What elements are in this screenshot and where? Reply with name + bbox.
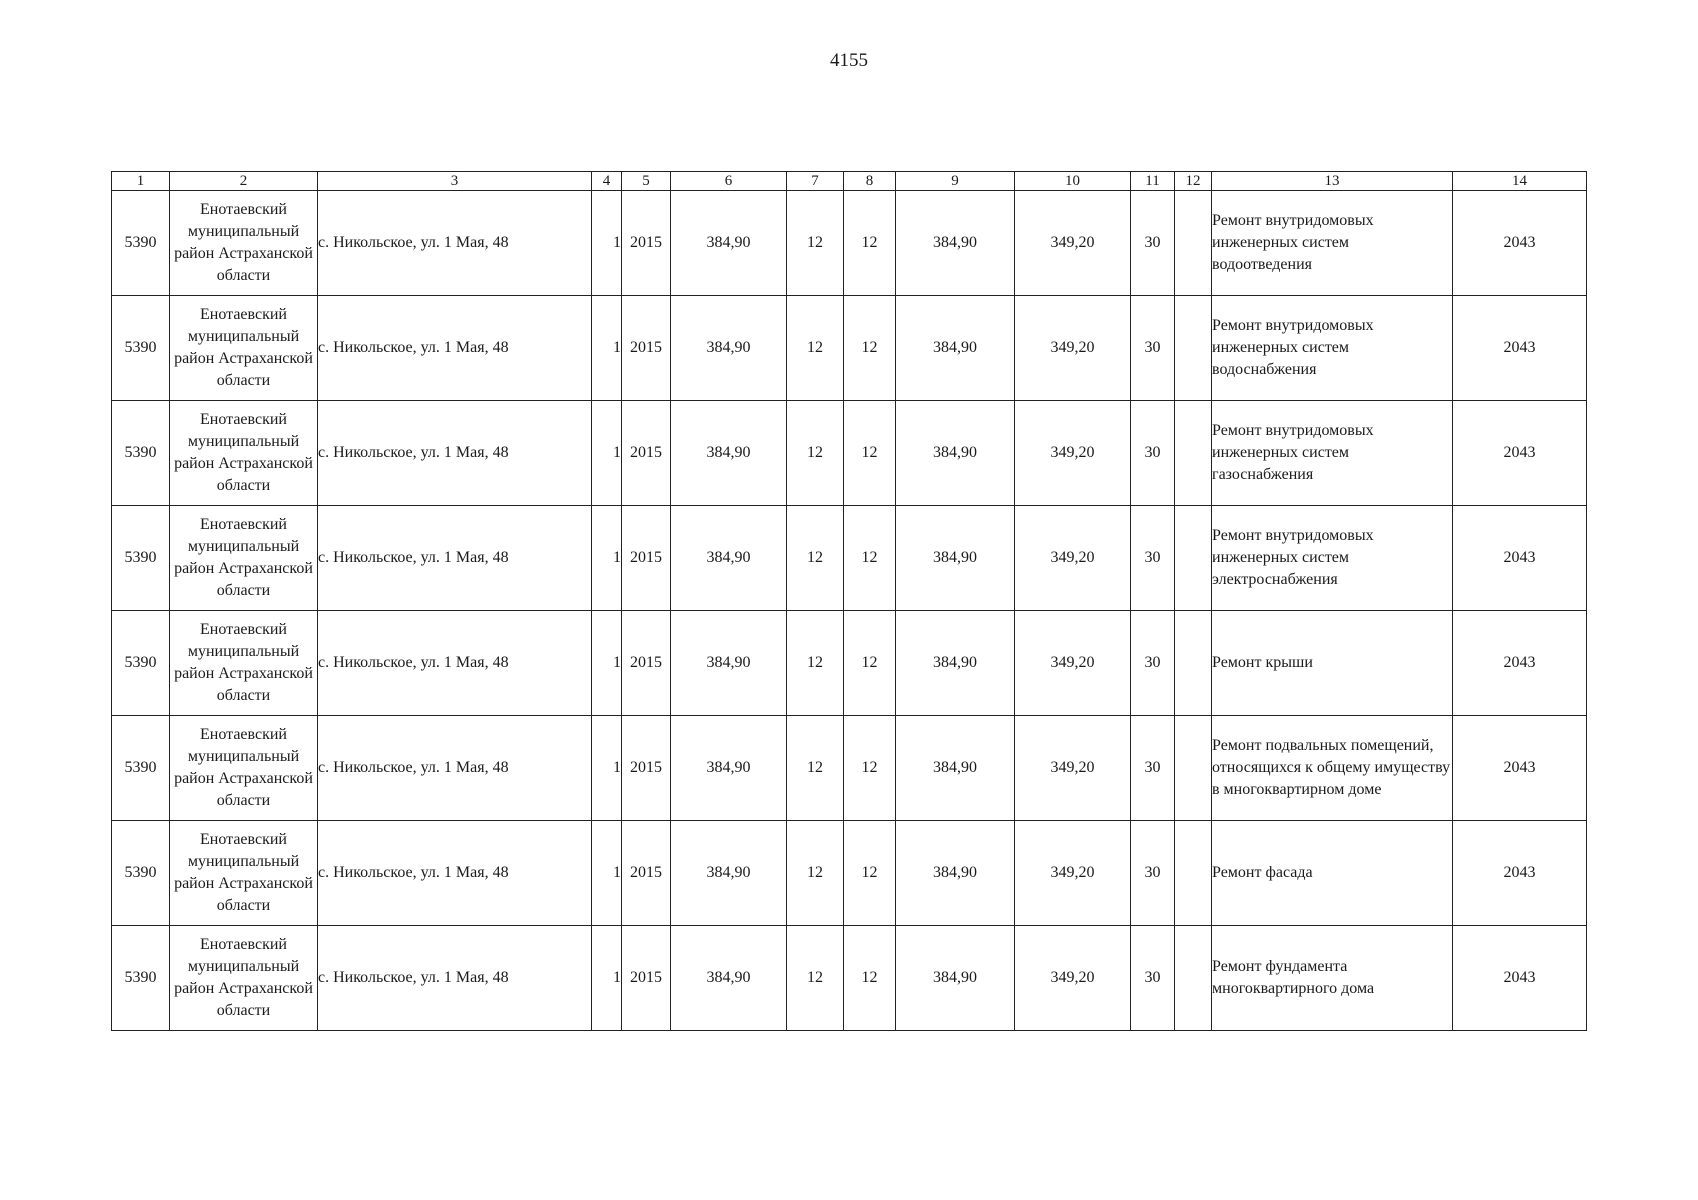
cell-col8: 12 — [844, 821, 896, 926]
cell-district: Енотаевский муниципальный район Астраханской области — [170, 716, 318, 821]
table-header — [112, 172, 1587, 191]
cell-col9: 384,90 — [896, 926, 1015, 1031]
cell-district: Енотаевский муниципальный район Астраханской области — [170, 506, 318, 611]
cell-col9: 384,90 — [896, 821, 1015, 926]
cell-work-type: Ремонт подвальных помещений, относящихся к общему имуществу в многоквартирном доме — [1212, 716, 1453, 821]
cell-col8: 12 — [844, 611, 896, 716]
cell-col9: 384,90 — [896, 296, 1015, 401]
cell-col7: 12 — [787, 926, 844, 1031]
cell-plan-year: 2043 — [1453, 716, 1587, 821]
cell-district: Енотаевский муниципальный район Астраханской области — [170, 926, 318, 1031]
column-header: 9 — [896, 172, 1015, 191]
cell-col8: 12 — [844, 191, 896, 296]
cell-year: 2015 — [622, 611, 671, 716]
table-row — [112, 296, 1587, 401]
cell-col11: 30 — [1131, 716, 1175, 821]
cell-col11: 30 — [1131, 506, 1175, 611]
cell-year: 2015 — [622, 401, 671, 506]
cell-col8: 12 — [844, 401, 896, 506]
cell-year: 2015 — [622, 926, 671, 1031]
cell-col9: 384,90 — [896, 506, 1015, 611]
cell-year: 2015 — [622, 821, 671, 926]
cell-col10: 349,20 — [1015, 716, 1131, 821]
table-body — [112, 191, 1587, 1031]
cell-col8: 12 — [844, 926, 896, 1031]
cell-col12 — [1175, 926, 1212, 1031]
cell-col4: 1 — [592, 821, 622, 926]
cell-district: Енотаевский муниципальный район Астраханской области — [170, 401, 318, 506]
cell-col10: 349,20 — [1015, 191, 1131, 296]
table-row — [112, 401, 1587, 506]
table-row — [112, 716, 1587, 821]
cell-district: Енотаевский муниципальный район Астраханской области — [170, 296, 318, 401]
cell-col12 — [1175, 401, 1212, 506]
column-header: 1 — [112, 172, 170, 191]
cell-col6: 384,90 — [671, 191, 787, 296]
column-header: 2 — [170, 172, 318, 191]
cell-col11: 30 — [1131, 821, 1175, 926]
cell-district: Енотаевский муниципальный район Астраханской области — [170, 611, 318, 716]
column-header: 5 — [622, 172, 671, 191]
cell-address: с. Никольское, ул. 1 Мая, 48 — [318, 716, 592, 821]
cell-col6: 384,90 — [671, 716, 787, 821]
cell-col7: 12 — [787, 506, 844, 611]
cell-col4: 1 — [592, 506, 622, 611]
cell-col12 — [1175, 191, 1212, 296]
cell-col8: 12 — [844, 716, 896, 821]
cell-plan-year: 2043 — [1453, 191, 1587, 296]
cell-number: 5390 — [112, 926, 170, 1031]
cell-work-type: Ремонт крыши — [1212, 611, 1453, 716]
cell-number: 5390 — [112, 401, 170, 506]
cell-number: 5390 — [112, 611, 170, 716]
column-header: 14 — [1453, 172, 1587, 191]
cell-address: с. Никольское, ул. 1 Мая, 48 — [318, 191, 592, 296]
cell-number: 5390 — [112, 506, 170, 611]
cell-district: Енотаевский муниципальный район Астраханской области — [170, 821, 318, 926]
cell-number: 5390 — [112, 821, 170, 926]
cell-plan-year: 2043 — [1453, 401, 1587, 506]
cell-col6: 384,90 — [671, 611, 787, 716]
cell-address: с. Никольское, ул. 1 Мая, 48 — [318, 401, 592, 506]
table-row — [112, 821, 1587, 926]
cell-col7: 12 — [787, 611, 844, 716]
header-row — [112, 172, 1587, 191]
table-row — [112, 191, 1587, 296]
cell-number: 5390 — [112, 296, 170, 401]
cell-address: с. Никольское, ул. 1 Мая, 48 — [318, 821, 592, 926]
column-header: 3 — [318, 172, 592, 191]
cell-col11: 30 — [1131, 296, 1175, 401]
cell-col11: 30 — [1131, 611, 1175, 716]
cell-col6: 384,90 — [671, 926, 787, 1031]
column-header: 6 — [671, 172, 787, 191]
cell-address: с. Никольское, ул. 1 Мая, 48 — [318, 296, 592, 401]
cell-col6: 384,90 — [671, 506, 787, 611]
cell-col12 — [1175, 506, 1212, 611]
cell-col11: 30 — [1131, 401, 1175, 506]
cell-col12 — [1175, 611, 1212, 716]
cell-work-type: Ремонт фундамента многоквартирного дома — [1212, 926, 1453, 1031]
cell-col7: 12 — [787, 401, 844, 506]
table-row — [112, 506, 1587, 611]
cell-col12 — [1175, 296, 1212, 401]
cell-col4: 1 — [592, 191, 622, 296]
column-header: 12 — [1175, 172, 1212, 191]
cell-col7: 12 — [787, 296, 844, 401]
cell-col12 — [1175, 821, 1212, 926]
cell-col4: 1 — [592, 611, 622, 716]
cell-col10: 349,20 — [1015, 296, 1131, 401]
cell-year: 2015 — [622, 296, 671, 401]
cell-work-type: Ремонт внутридомовых инженерных систем водоотведения — [1212, 191, 1453, 296]
cell-col10: 349,20 — [1015, 821, 1131, 926]
cell-col10: 349,20 — [1015, 611, 1131, 716]
cell-year: 2015 — [622, 506, 671, 611]
cell-col9: 384,90 — [896, 401, 1015, 506]
cell-col6: 384,90 — [671, 821, 787, 926]
cell-col9: 384,90 — [896, 611, 1015, 716]
cell-plan-year: 2043 — [1453, 821, 1587, 926]
cell-col6: 384,90 — [671, 296, 787, 401]
cell-col10: 349,20 — [1015, 926, 1131, 1031]
cell-col11: 30 — [1131, 926, 1175, 1031]
cell-work-type: Ремонт фасада — [1212, 821, 1453, 926]
cell-col4: 1 — [592, 716, 622, 821]
cell-col10: 349,20 — [1015, 401, 1131, 506]
cell-col10: 349,20 — [1015, 506, 1131, 611]
cell-plan-year: 2043 — [1453, 296, 1587, 401]
column-header: 13 — [1212, 172, 1453, 191]
cell-plan-year: 2043 — [1453, 506, 1587, 611]
cell-number: 5390 — [112, 191, 170, 296]
cell-work-type: Ремонт внутридомовых инженерных систем электроснабжения — [1212, 506, 1453, 611]
table-row — [112, 926, 1587, 1031]
column-header: 10 — [1015, 172, 1131, 191]
cell-col7: 12 — [787, 716, 844, 821]
cell-col6: 384,90 — [671, 401, 787, 506]
table-row — [112, 611, 1587, 716]
cell-address: с. Никольское, ул. 1 Мая, 48 — [318, 611, 592, 716]
cell-col4: 1 — [592, 401, 622, 506]
column-header: 11 — [1131, 172, 1175, 191]
cell-plan-year: 2043 — [1453, 611, 1587, 716]
cell-district: Енотаевский муниципальный район Астраханской области — [170, 191, 318, 296]
column-header: 8 — [844, 172, 896, 191]
cell-work-type: Ремонт внутридомовых инженерных систем газоснабжения — [1212, 401, 1453, 506]
cell-col4: 1 — [592, 926, 622, 1031]
cell-col7: 12 — [787, 191, 844, 296]
cell-number: 5390 — [112, 716, 170, 821]
cell-col11: 30 — [1131, 191, 1175, 296]
cell-col8: 12 — [844, 506, 896, 611]
cell-col8: 12 — [844, 296, 896, 401]
cell-col4: 1 — [592, 296, 622, 401]
cell-col7: 12 — [787, 821, 844, 926]
cell-col9: 384,90 — [896, 716, 1015, 821]
cell-year: 2015 — [622, 716, 671, 821]
capital-repair-table — [111, 171, 1587, 1031]
cell-address: с. Никольское, ул. 1 Мая, 48 — [318, 926, 592, 1031]
cell-col9: 384,90 — [896, 191, 1015, 296]
cell-plan-year: 2043 — [1453, 926, 1587, 1031]
cell-address: с. Никольское, ул. 1 Мая, 48 — [318, 506, 592, 611]
cell-year: 2015 — [622, 191, 671, 296]
column-header: 7 — [787, 172, 844, 191]
cell-col12 — [1175, 716, 1212, 821]
column-header: 4 — [592, 172, 622, 191]
page-number: 4155 — [830, 50, 868, 71]
cell-work-type: Ремонт внутридомовых инженерных систем водоснабжения — [1212, 296, 1453, 401]
